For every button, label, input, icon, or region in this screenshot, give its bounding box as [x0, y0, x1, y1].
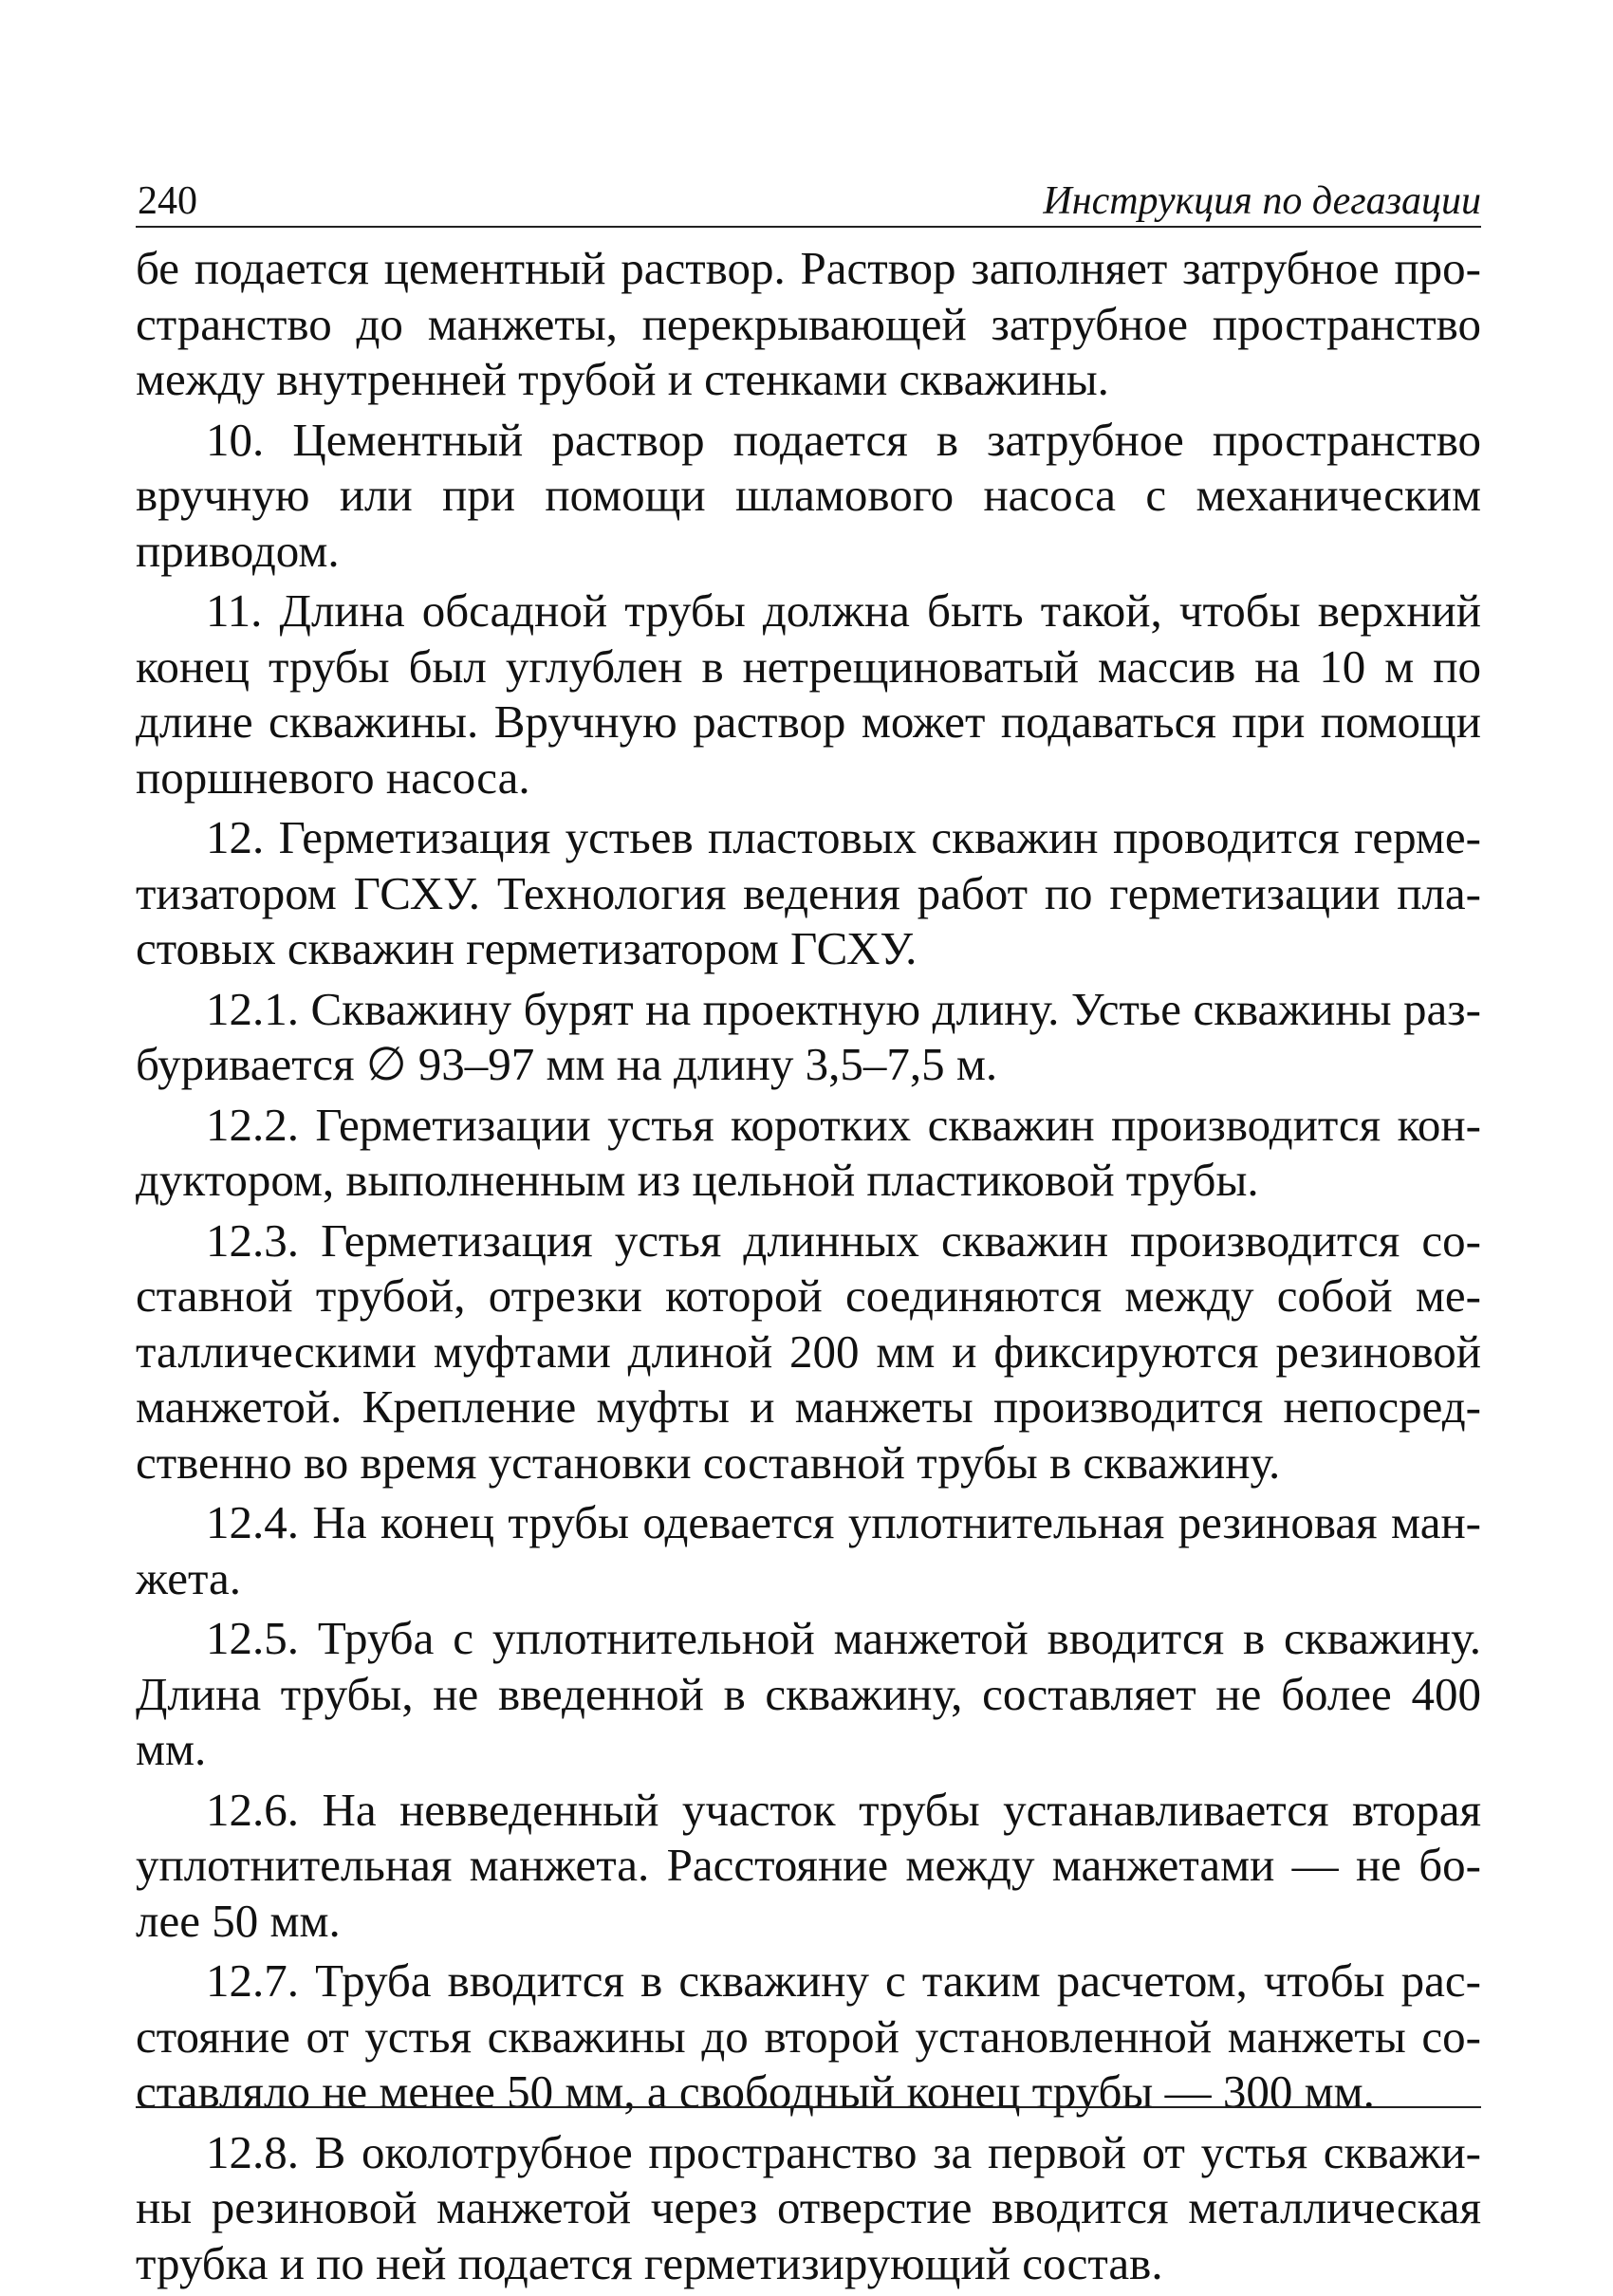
- paragraph-12-8: 12.8. В околотрубное пространство за первой от устья скважины резиновой манжетой через отверстие вводится металлическая трубка и по ней подается герметизирующий состав.: [136, 2125, 1481, 2289]
- paragraph-12-2: 12.2. Герметизации устья коротких скважин производится кондуктором, выполненным из цельной пластиковой трубы.: [136, 1098, 1481, 1206]
- paragraph-12-3: 12.3. Герметизация устья длинных скважин производится составной трубой, отрезки которой соединяются между собой металлическими муфтами длиной 200 мм и фиксируются резиновой манжетой. Крепление муфты и манжеты производится непосредственно во время установки составной трубы в скважину.: [136, 1213, 1481, 1489]
- paragraph-12-4: 12.4. На конец трубы одевается уплотнительная резиновая манжета.: [136, 1496, 1481, 1604]
- paragraph-11: 11. Длина обсадной трубы должна быть такой, чтобы верхний конец трубы был углублен в нетрещиноватый массив на 10 м по длине скважины. Вручную раствор может подаваться при помощи поршневого насоса.: [136, 584, 1481, 804]
- paragraph-continuation: бе подается цементный раствор. Раствор заполняет затрубное пространство до манжеты, перекрывающей затрубное пространство между внутренней трубой и стенками скважины.: [136, 242, 1481, 405]
- paragraph-12-6: 12.6. На невведенный участок трубы устанавливается вторая уплотнительная манжета. Расстояние между манжетами — не более 50 мм.: [136, 1783, 1481, 1947]
- body-text: [136, 241, 1481, 2296]
- paragraph-12-1: 12.1. Скважину бурят на проектную длину. Устье скважины разбуривается ∅ 93–97 мм на длину 3,5–7,5 м.: [136, 982, 1481, 1090]
- running-title: Инструкция по дегазации: [1043, 179, 1481, 223]
- page-number: 240: [138, 179, 197, 223]
- paragraph-10: 10. Цементный раствор подается в затрубное пространство вручную или при помощи шламового насоса с механическим приводом.: [136, 413, 1481, 577]
- paragraph-12: 12. Герметизация устьев пластовых скважин проводится герметизатором ГСХУ. Технология ведения работ по герметизации пластовых скважин герметизатором ГСХУ.: [136, 811, 1481, 974]
- paragraph-12-5: 12.5. Труба с уплотнительной манжетой вводится в скважину. Длина трубы, не введенной в скважину, составляет не более 400 мм.: [136, 1612, 1481, 1775]
- running-header: [136, 176, 1481, 228]
- paragraph-12-7: 12.7. Труба вводится в скважину с таким расчетом, чтобы расстояние от устья скважины до второй установленной манжеты составляло не менее 50 мм, а свободный конец трубы — 300 мм.: [136, 1954, 1481, 2118]
- book-page: [136, 0, 1481, 2289]
- bottom-rule: [136, 2106, 1481, 2108]
